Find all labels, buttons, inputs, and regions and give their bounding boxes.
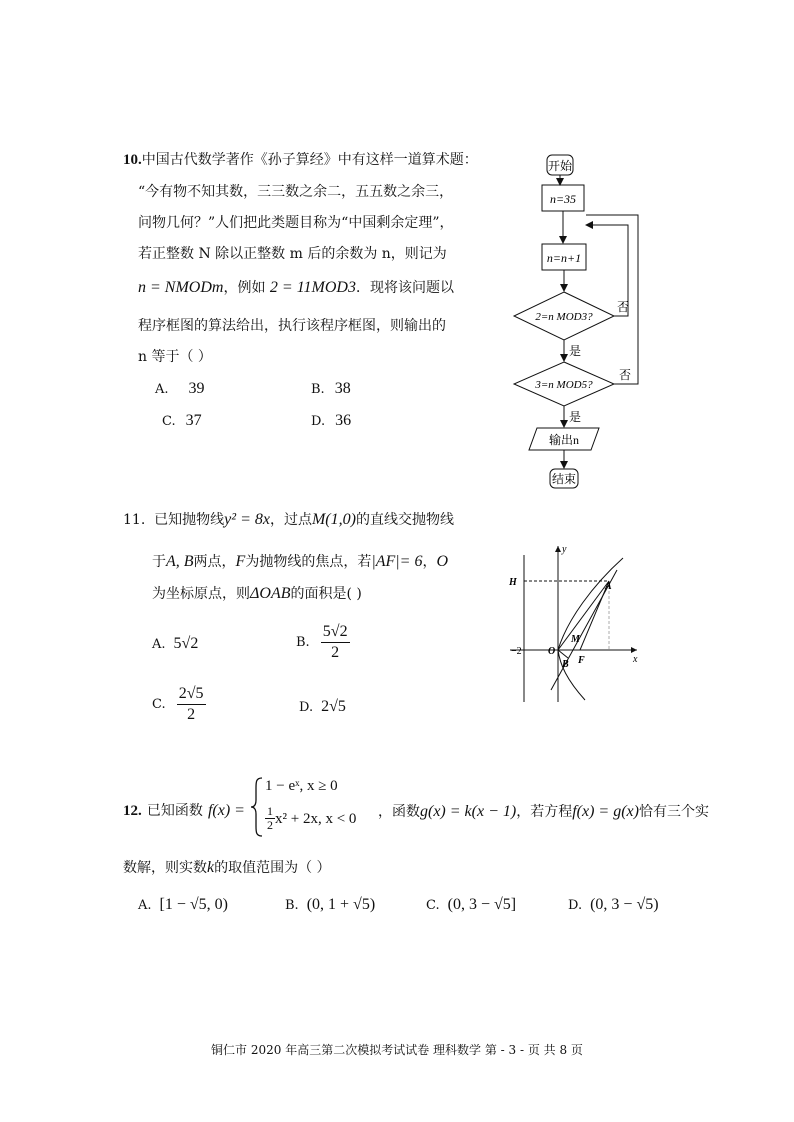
graph-label-o: O: [548, 646, 556, 657]
page-footer: 铜仁市 2020 年高三第二次模拟考试试卷 理科数学 第 - 3 - 页 共 8 页: [211, 1043, 583, 1057]
q10-line3: 问物几何？”人们把此类题目称为“中国剩余定理”，: [138, 215, 454, 231]
q10-line2: “今有物不知其数，三三数之余二，五五数之余三，: [138, 184, 454, 200]
q12-case2: $\frac{1}{2}$ x² + 2x, x < 0: [267, 804, 357, 832]
q12-equation: f(x) = g(x): [572, 803, 639, 820]
q10-number: 10.: [123, 152, 142, 168]
flow-no1-label: 否: [617, 300, 630, 314]
q12-brace: [250, 776, 264, 838]
q10-formula-example: 2 = 11MOD3: [269, 279, 356, 296]
q10-formula-mod: n = NMODm: [138, 279, 224, 296]
q10-flowchart: [495, 145, 655, 495]
graph-label-b: B: [562, 659, 569, 670]
q10-option-c: C. 37: [162, 412, 202, 429]
q11-parabola: y² = 8x: [224, 511, 270, 528]
q11-option-d: D. 2√5: [299, 698, 346, 715]
q11-line2: 于A, B两点，F为抛物线的焦点，若|AF|= 6，O: [152, 553, 449, 570]
q12-option-a: A. [1 − √5, 0): [138, 896, 228, 913]
flow-output-label: 输出n: [548, 433, 580, 447]
q11-point-m: M(1,0): [311, 511, 356, 528]
flow-init-label: n=35: [549, 192, 577, 206]
q11-option-c: C. $\frac{2√5}{2}$: [152, 685, 204, 723]
flow-cond2-label: 3=n MOD5?: [535, 379, 593, 391]
flow-cond1-label: 2=n MOD3?: [535, 311, 593, 323]
q11-line3: 为坐标原点，则ΔOAB的面积是( ): [152, 585, 362, 602]
q10-line1: 10.中国古代数学著作《孙子算经》中有这样一道算术题：: [123, 152, 478, 168]
q12-option-d: D. (0, 3 − √5): [568, 896, 659, 913]
q11-line1: 11. 已知抛物线y² = 8x，过点M(1,0)的直线交抛物线: [123, 511, 454, 528]
q10-line4: 若正整数 N 除以正整数 m 后的余数为 n，则记为: [138, 246, 447, 262]
q12-option-c: C. (0, 3 − √5]: [426, 896, 517, 913]
graph-label-y: y: [562, 544, 567, 555]
flow-yes1-label: 是: [569, 344, 582, 358]
graph-label-neg2: −2: [511, 646, 522, 657]
q12-line1-rest: ，函数g(x) = k(x − 1)，若方程f(x) = g(x)恰有三个实: [378, 803, 709, 820]
q10-line5: n = NMODm，例如 2 = 11MOD3．现将该问题以: [138, 279, 454, 296]
q12-case1: 1 − eˣ, x ≥ 0: [265, 778, 338, 794]
q12-option-b: B. (0, 1 + √5): [285, 896, 376, 913]
graph-label-h: H: [509, 577, 517, 588]
q10-option-d: D. 36: [311, 412, 352, 429]
q11-option-b: B. $\frac{5√2}{2}$: [296, 623, 348, 661]
graph-label-m: M: [571, 634, 580, 645]
q12-f-def: f(x) =: [207, 802, 245, 819]
flow-yes2-label: 是: [569, 410, 582, 424]
q12-g-def: g(x) = k(x − 1): [420, 803, 517, 820]
flow-end-label: 结束: [551, 472, 577, 486]
flow-start-label: 开始: [547, 159, 573, 173]
q11-graph: [505, 540, 645, 705]
q11-option-a: A. 5√2: [152, 635, 199, 652]
q12-line1: 12. 已知函数 f(x) =: [123, 802, 245, 819]
flow-increment-label: n=n+1: [546, 251, 582, 265]
graph-label-x: x: [633, 654, 638, 665]
q11-af-condition: |AF|= 6: [371, 553, 423, 570]
q10-line7: n 等于（ ）: [138, 349, 212, 365]
q10-line6: 程序框图的算法给出，执行该程序框图，则输出的: [138, 318, 446, 334]
graph-label-a: A: [605, 581, 612, 592]
q12-number: 12.: [123, 803, 142, 819]
graph-label-f: F: [578, 655, 585, 666]
q12-line2: 数解，则实数k的取值范围为（ ）: [123, 859, 331, 876]
q10-option-b: B. 38: [311, 380, 351, 397]
q10-option-a: A. 39: [155, 380, 205, 397]
flow-no2-label: 否: [619, 368, 632, 382]
q11-number: 11.: [123, 512, 146, 528]
